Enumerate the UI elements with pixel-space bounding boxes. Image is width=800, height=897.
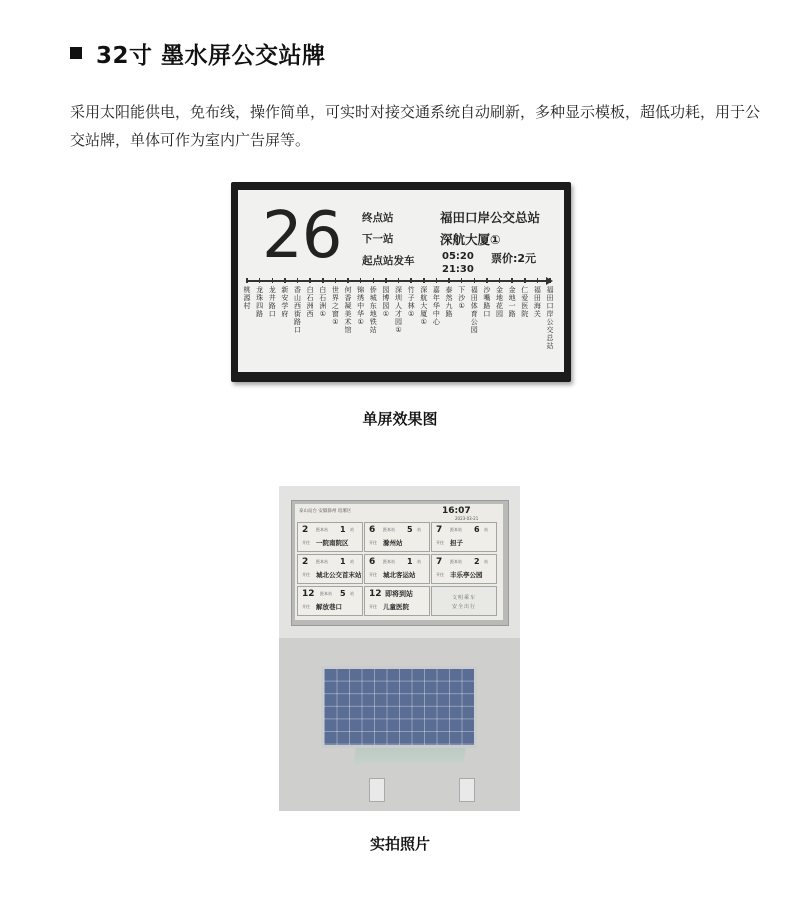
arrival-cell [297, 522, 363, 552]
stop-tick [549, 278, 551, 283]
stop-tick [524, 278, 526, 283]
cell-destination: 城北公交首末站 [316, 571, 362, 579]
stop-tick [398, 278, 400, 283]
stop-tick [284, 278, 286, 283]
cell-route-number: 7 [436, 525, 443, 535]
cell-destination: 儿童医院 [383, 603, 409, 611]
eink-panel [238, 190, 564, 372]
stop-tick [246, 278, 248, 283]
stop-tick [272, 278, 274, 283]
caption-photo: 实拍照片 [369, 835, 430, 853]
cell-distance-label: 距本站 [316, 527, 328, 532]
section-title [70, 36, 326, 70]
photo-status-line: 泰山站台 安徽滁州 琅琊区 [299, 509, 352, 514]
cell-stop-count: 1 [340, 557, 346, 566]
stop-name: 白石洲① [319, 286, 327, 318]
cell-destination: 解放巷口 [316, 603, 342, 611]
stop-name: 白石洲西 [306, 286, 314, 318]
cell-route-number: 2 [302, 525, 309, 535]
first-bus-time: 05:20 [442, 251, 474, 262]
stop-name: 深圳人才园① [395, 286, 402, 334]
stop-name: 仁爱医院 [521, 286, 529, 318]
stop-name: 下沙① [458, 286, 466, 310]
installed-photo [279, 486, 520, 811]
stop-tick [436, 278, 438, 283]
cell-stop-count: 5 [407, 525, 413, 534]
bullet-square-icon [70, 47, 82, 59]
cell-destination: 滁州站 [383, 539, 403, 547]
stop-name: 沙嘴路口 [483, 286, 491, 318]
stop-name: 园博园① [382, 286, 390, 318]
slogan-line-2: 安全出行 [451, 604, 476, 610]
cell-route-number: 2 [302, 557, 309, 567]
stop-name: 嘉年华中心 [432, 286, 440, 326]
stop-tick [347, 278, 349, 283]
cell-stop-unit: 站 [484, 559, 488, 564]
stop-name: 桃源村 [243, 286, 251, 310]
cell-route-number: 12 [302, 589, 315, 599]
stop-name: 福田体育公园 [470, 286, 478, 334]
arrival-cell [297, 586, 363, 616]
stop-tick [423, 278, 425, 283]
cell-go-label: 开往 [302, 604, 310, 609]
cell-stop-count: 1 [340, 525, 346, 534]
cell-distance-label: 距本站 [383, 527, 395, 532]
arrival-cell [364, 522, 430, 552]
stop-name: 深航大厦① [420, 286, 428, 326]
stop-tick [385, 278, 387, 283]
cell-stop-count: 6 [474, 525, 480, 534]
stop-name: 龙井路口 [268, 286, 276, 318]
stop-tick [461, 278, 463, 283]
cell-distance-label: 距本站 [320, 591, 332, 596]
cell-destination: 丰乐亭公园 [450, 571, 483, 579]
arrival-cell [364, 554, 430, 584]
stop-tick [511, 278, 513, 283]
stop-tick [309, 278, 311, 283]
stop-name: 泰然九路 [445, 286, 453, 318]
cell-route-number: 7 [436, 557, 443, 567]
cell-stop-count: 1 [407, 557, 413, 566]
slogan-cell [431, 586, 497, 616]
next-stop-label: 下一站 [362, 233, 394, 245]
stop-tick [373, 278, 375, 283]
cell-destination: 担子 [450, 539, 463, 547]
photo-clock: 16:07 [442, 506, 471, 516]
stop-name: 世界之窗① [331, 286, 339, 326]
stop-name: 新安学府 [281, 286, 289, 318]
cell-destination: 一院南院区 [316, 539, 349, 547]
cell-distance-label: 距本站 [316, 559, 328, 564]
arrival-cell [431, 554, 497, 584]
stop-tick [259, 278, 261, 283]
depart-times [442, 250, 474, 276]
arrival-cell [297, 554, 363, 584]
stop-name: 金地花园 [496, 286, 503, 318]
cell-distance-label: 距本站 [450, 559, 462, 564]
terminal-label: 终点站 [362, 212, 394, 224]
cell-distance-label: 距本站 [383, 559, 395, 564]
stop-name: 香山西街路口 [294, 286, 301, 334]
stop-tick [474, 278, 476, 283]
stop-name: 何香凝美术馆 [344, 286, 352, 334]
cell-stop-unit: 站 [350, 559, 354, 564]
heading-text: 32寸 墨水屏公交站牌 [96, 42, 326, 69]
arrival-cell [431, 522, 497, 552]
stop-tick [486, 278, 488, 283]
cell-go-label: 开往 [369, 572, 377, 577]
stop-tick [322, 278, 324, 283]
cell-go-label: 开往 [369, 540, 377, 545]
stop-tick [410, 278, 412, 283]
cell-stop-count: 5 [340, 589, 346, 598]
left-bracket [369, 778, 385, 802]
cell-stop-count: 2 [474, 557, 480, 566]
cell-route-number: 6 [369, 525, 376, 535]
stop-tick [499, 278, 501, 283]
arrival-cell [364, 586, 430, 616]
cell-stop-unit: 站 [484, 527, 488, 532]
cell-stop-unit: 站 [350, 591, 354, 596]
eink-sign-mockup [231, 182, 571, 382]
stop-name: 侨城东地铁站 [369, 286, 377, 334]
stop-name: 福田海关 [533, 286, 541, 318]
next-stop-value: 深航大厦① [440, 232, 501, 247]
stop-tick [448, 278, 450, 283]
description-paragraph: 采用太阳能供电，免布线，操作简单，可实时对接交通系统自动刷新，多种显示模板，超低功耗，用于公交站牌，单体可作为室内广告屏等。 [70, 103, 761, 149]
depart-label: 起点站发车 [362, 255, 415, 267]
caption-single-screen: 单屏效果图 [362, 410, 438, 428]
slogan-line-1: 文明乘车 [451, 595, 476, 601]
cell-go-label: 开往 [436, 540, 444, 545]
cell-distance-label: 距本站 [450, 527, 462, 532]
cell-stop-unit: 站 [350, 527, 354, 532]
stop-name: 竹子林① [407, 286, 415, 318]
stop-tick [297, 278, 299, 283]
cell-route-number: 6 [369, 557, 376, 567]
stop-name: 福田口岸公交总站 [546, 286, 554, 350]
stop-name: 金地一路 [508, 286, 516, 318]
cell-stop-unit: 站 [417, 559, 421, 564]
stop-tick [360, 278, 362, 283]
cell-go-label: 开往 [369, 604, 377, 609]
terminal-value: 福田口岸公交总站 [440, 210, 541, 225]
cell-route-number: 12 [369, 589, 382, 599]
route-number: 26 [262, 199, 342, 273]
solar-panel [321, 666, 477, 748]
fare-text: 票价:2元 [491, 252, 537, 265]
cell-destination: 城北客运站 [383, 571, 416, 579]
cell-go-label: 开往 [302, 572, 310, 577]
cell-stop-unit: 站 [417, 527, 421, 532]
cell-go-label: 开往 [302, 540, 310, 545]
stop-name: 龙珠四路 [256, 286, 264, 318]
stop-tick [537, 278, 539, 283]
last-bus-time: 21:30 [442, 264, 474, 275]
stop-tick [335, 278, 337, 283]
cell-go-label: 开往 [436, 572, 444, 577]
cell-distance-label: 即将到站 [385, 590, 413, 598]
right-bracket [459, 778, 475, 802]
photo-date: 2023-03-21 [455, 516, 479, 521]
stop-name: 锦绣中华① [357, 286, 365, 326]
